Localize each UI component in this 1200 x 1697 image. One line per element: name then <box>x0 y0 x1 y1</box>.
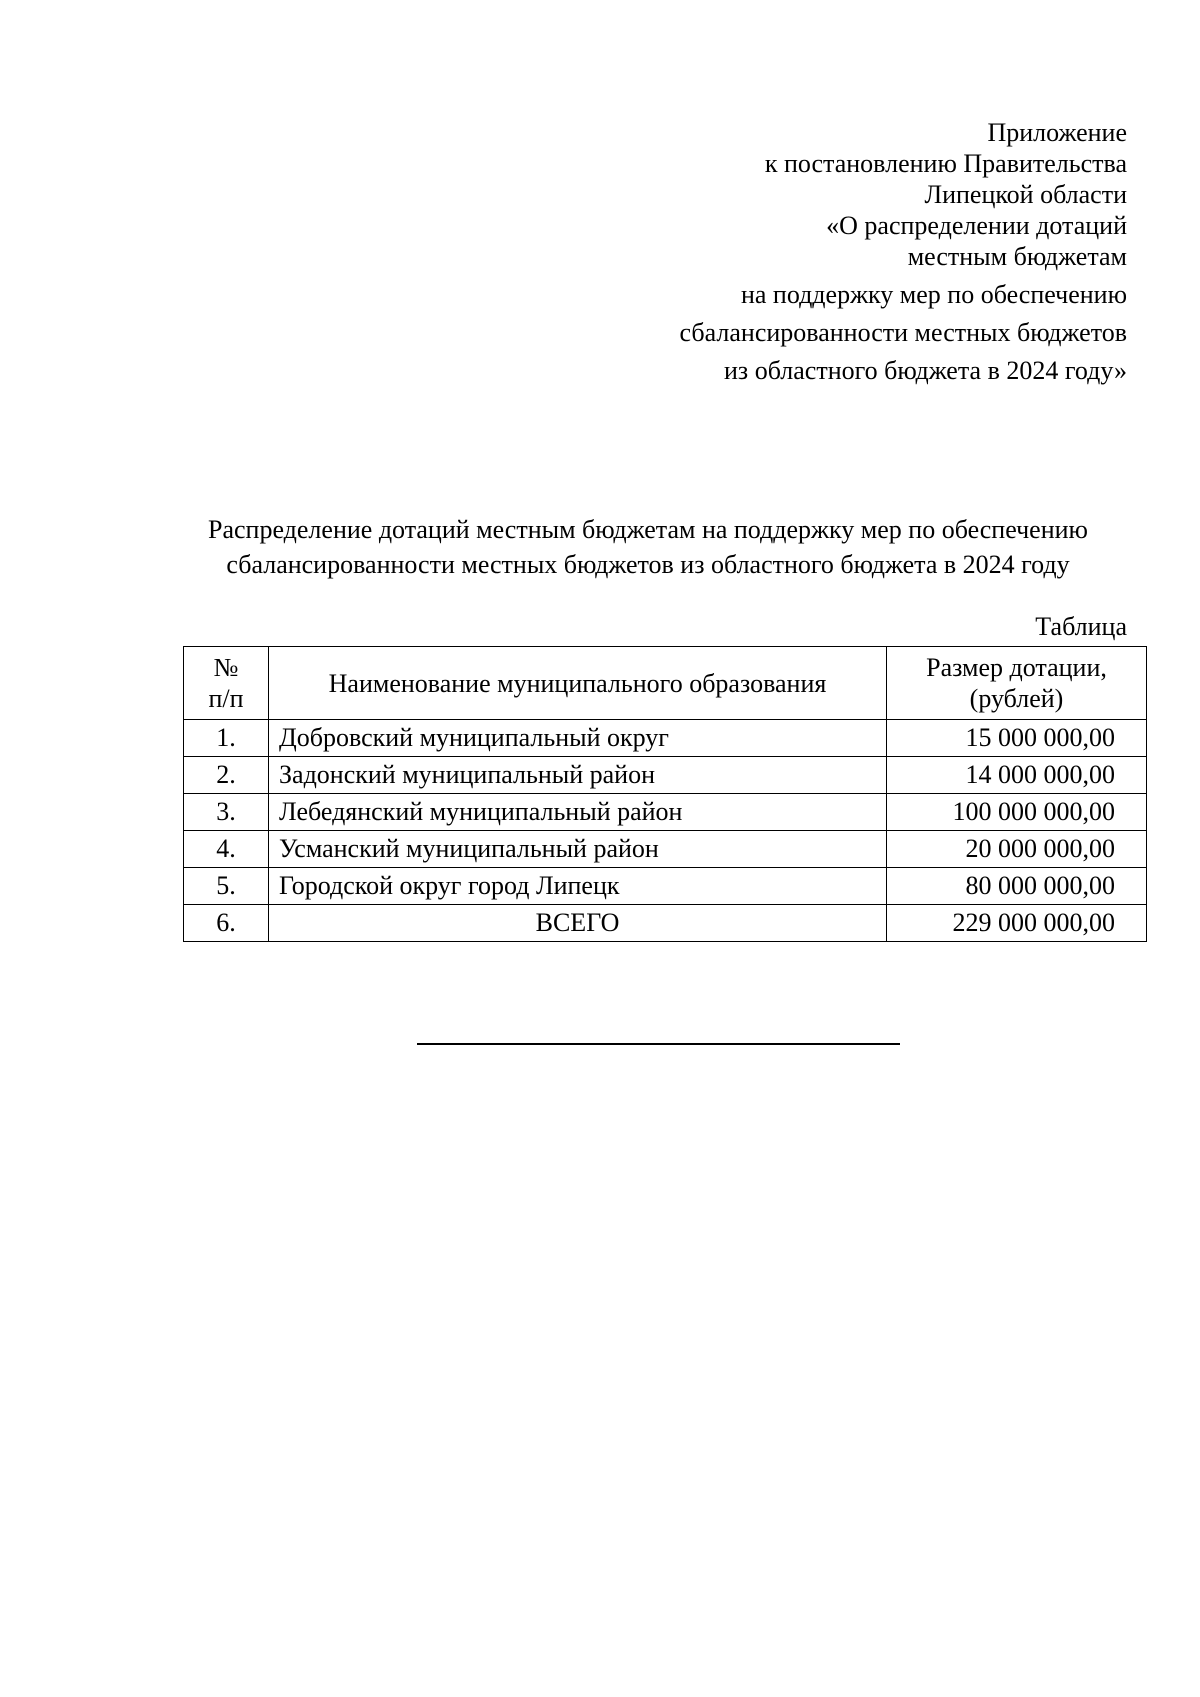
appendix-header <box>680 118 1127 387</box>
row-amount: 20 000 000,00 <box>887 831 1147 868</box>
allocation-table <box>183 646 1147 942</box>
total-amount: 229 000 000,00 <box>887 905 1147 942</box>
header-number-line: п/п <box>208 684 244 713</box>
row-number: 4. <box>184 831 269 868</box>
document-title-line: Распределение дотаций местным бюджетам на поддержку мер по обеспечению <box>208 515 1088 544</box>
header-number <box>184 647 269 720</box>
row-number: 2. <box>184 757 269 794</box>
row-amount: 14 000 000,00 <box>887 757 1147 794</box>
table-label: Таблица <box>1035 612 1127 641</box>
header-amount <box>887 647 1147 720</box>
row-municipality: Лебедянский муниципальный район <box>269 794 887 831</box>
table-row <box>184 757 1147 794</box>
header-name: Наименование муниципального образования <box>269 647 887 720</box>
row-amount: 100 000 000,00 <box>887 794 1147 831</box>
appendix-line: местным бюджетам <box>907 242 1127 271</box>
table-total-row <box>184 905 1147 942</box>
document-title <box>150 512 1146 582</box>
table-row <box>184 868 1147 905</box>
header-number-line: № <box>213 653 239 682</box>
document-title-line: сбалансированности местных бюджетов из областного бюджета в 2024 году <box>226 550 1070 579</box>
row-amount: 15 000 000,00 <box>887 720 1147 757</box>
row-number: 6. <box>184 905 269 942</box>
row-amount: 80 000 000,00 <box>887 868 1147 905</box>
appendix-line: на поддержку мер по обеспечению <box>740 280 1127 309</box>
row-number: 1. <box>184 720 269 757</box>
appendix-line: из областного бюджета в 2024 году» <box>724 356 1127 385</box>
header-amount-line: Размер дотации, <box>926 653 1107 682</box>
appendix-line: «О распределении дотаций <box>826 211 1127 240</box>
row-municipality: Усманский муниципальный район <box>269 831 887 868</box>
table-header-row <box>184 647 1147 720</box>
row-number: 5. <box>184 868 269 905</box>
appendix-line: Липецкой области <box>924 180 1127 209</box>
appendix-line: Приложение <box>987 118 1127 147</box>
row-municipality: Добровский муниципальный округ <box>269 720 887 757</box>
closing-rule-line <box>417 1043 900 1045</box>
header-amount-line: (рублей) <box>969 684 1064 713</box>
row-number: 3. <box>184 794 269 831</box>
table-row <box>184 831 1147 868</box>
table-row <box>184 794 1147 831</box>
table-row <box>184 720 1147 757</box>
appendix-line: к постановлению Правительства <box>764 149 1127 178</box>
row-municipality: Задонский муниципальный район <box>269 757 887 794</box>
row-municipality: Городской округ город Липецк <box>269 868 887 905</box>
total-label: ВСЕГО <box>269 905 887 942</box>
appendix-line: сбалансированности местных бюджетов <box>679 318 1127 347</box>
